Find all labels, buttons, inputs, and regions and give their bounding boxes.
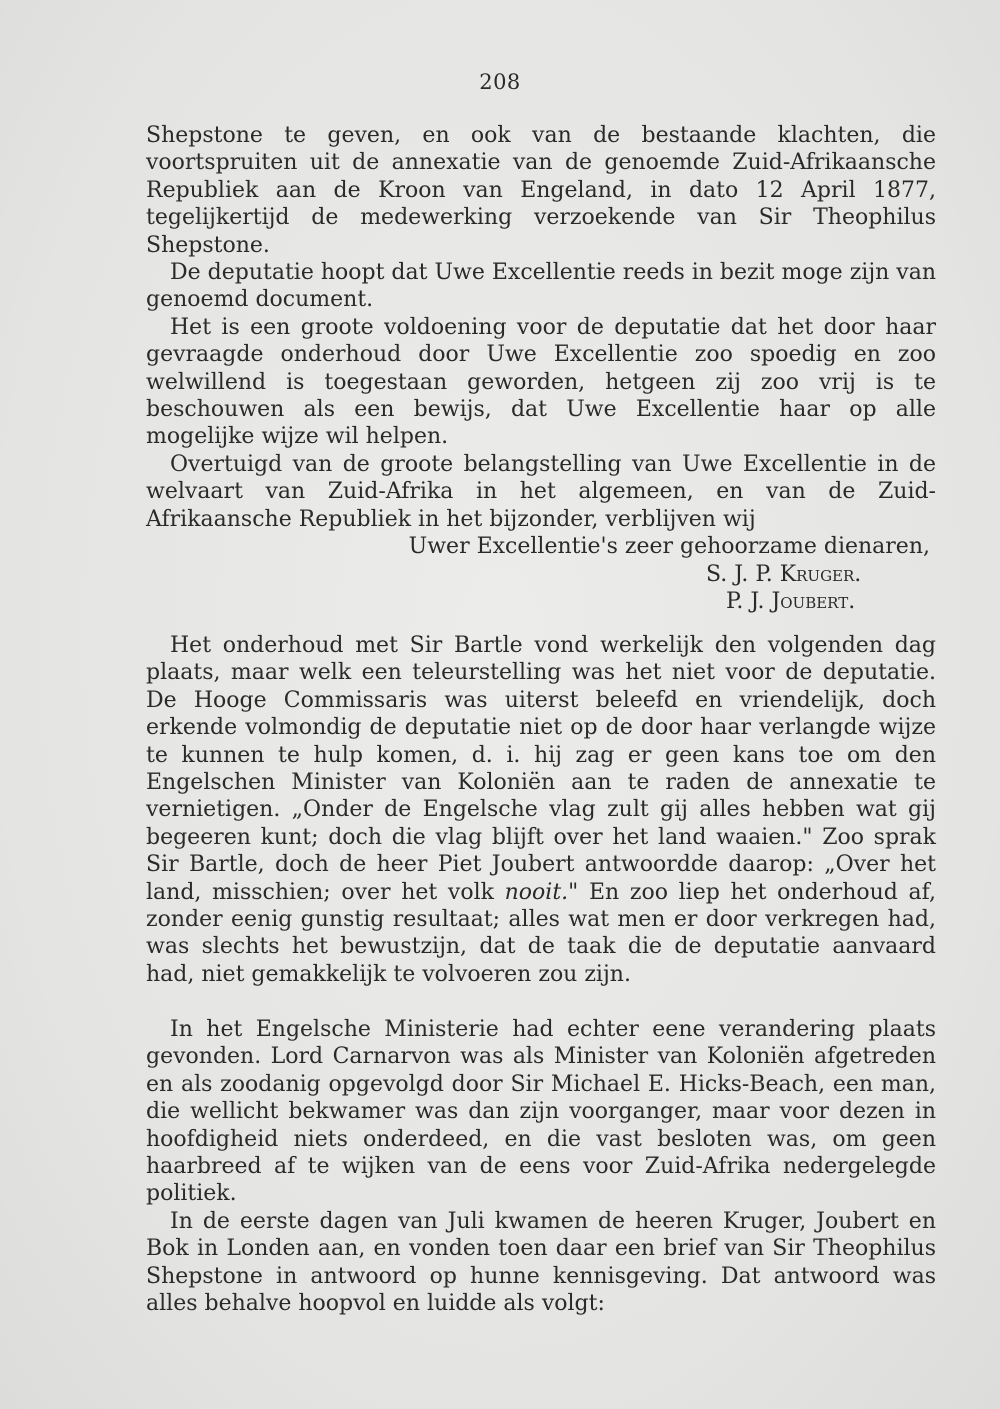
signature-block xyxy=(146,561,936,615)
signature-joubert xyxy=(726,588,855,615)
page-number: 208 xyxy=(479,70,521,94)
paragraph-continuation: Shepstone te geven, en ook van de bestaande klachten, die voortspruiten uit de annexatie van de genoemde Zuid-Afrikaansche Republiek aan de Kroon van Engeland, in dato 12 April 1877, tegelijkertijd de medewerking verzoekende van Sir Theophilus Shepstone. xyxy=(146,123,936,258)
paragraph-onderhoud-italic: nooit." xyxy=(504,879,579,905)
letter-closing: Uwer Excellentie's zeer gehoorzame dienaren, xyxy=(408,534,930,560)
narrative-body-continued xyxy=(146,1016,936,1317)
signature-kruger xyxy=(706,561,861,588)
paragraph-onderhoud-part2: En zoo liep het onderhoud af, zonder eenig gunstig resultaat; alles wat men er door verkregen had, was slechts het bewustzijn, dat de taak die de deputatie aanvaard had, niet gemakkelijk te volvoeren zou zijn. xyxy=(146,879,937,987)
signature-joubert-initials: P. J. xyxy=(726,588,772,614)
paragraph-overtuigd: Overtuigd van de groote belangstelling van Uwe Excellentie in de welvaart van Zuid-Afrika in het algemeen, en van de Zuid-Afrikaansche Republiek in het bijzonder, verblijven wij xyxy=(146,451,936,532)
paragraph-ministerie: In het Engelsche Ministerie had echter eene verandering plaats gevonden. Lord Carnarvon was als Minister van Koloniën afgetreden en als zoodanig opgevolgd door Sir Michael E. Hicks-Beach, een man, die wellicht bekwamer was dan zijn voorganger, maar voor dezen in hoofdigheid niets onderdeed, en die vast besloten was, om geen haarbreed af te wijken van de eens voor Zuid-Afrika nedergelegde politiek. xyxy=(146,1017,936,1207)
letter-body xyxy=(146,122,936,615)
paragraph-juli: In de eerste dagen van Juli kwamen de heeren Kruger, Joubert en Bok in Londen aan, en vonden toen daar een brief van Sir Theophilus Shepstone in antwoord op hunne kennisgeving. Dat antwoord was alles behalve hoopvol en luidde als volgt: xyxy=(146,1208,936,1317)
paragraph-onderhoud xyxy=(146,632,936,988)
narrative-body xyxy=(146,632,936,988)
signature-joubert-name: Joubert. xyxy=(771,588,856,614)
signature-kruger-name: Kruger. xyxy=(779,561,862,587)
paragraph-voldoening: Het is een groote voldoening voor de deputatie dat het door haar gevraagde onderhoud door Uwe Excellentie zoo spoedig en zoo welwillend is toegestaan geworden, hetgeen zij zoo vrij is te beschouwen als een bewijs, dat Uwe Excellentie haar op alle mogelijke wijze wil helpen. xyxy=(146,314,936,450)
paragraph-deputatie-document: De deputatie hoopt dat Uwe Excellentie reeds in bezit moge zijn van genoemd document. xyxy=(146,260,937,313)
signature-kruger-initials: S. J. P. xyxy=(706,561,780,587)
paragraph-onderhoud-part1: Het onderhoud met Sir Bartle vond werkelijk den volgenden dag plaats, maar welk een teleurstelling was het niet voor de deputatie. De Hooge Commissaris was uiterst beleefd en vriendelijk, doch erkende volmondig de deputatie niet op de door haar verlangde wijze te kunnen te hulp komen, d. i. hij zag er geen kans toe om den Engelschen Minister van Koloniën aan te raden de annexatie te vernietigen. „Onder de Engelsche vlag zult gij alles hebben wat gij begeeren kunt; doch die vlag blijft over het land waaien." Zoo sprak Sir Bartle, doch de heer Piet Joubert antwoordde daarop: „Over het land, misschien; over het volk xyxy=(146,633,936,905)
